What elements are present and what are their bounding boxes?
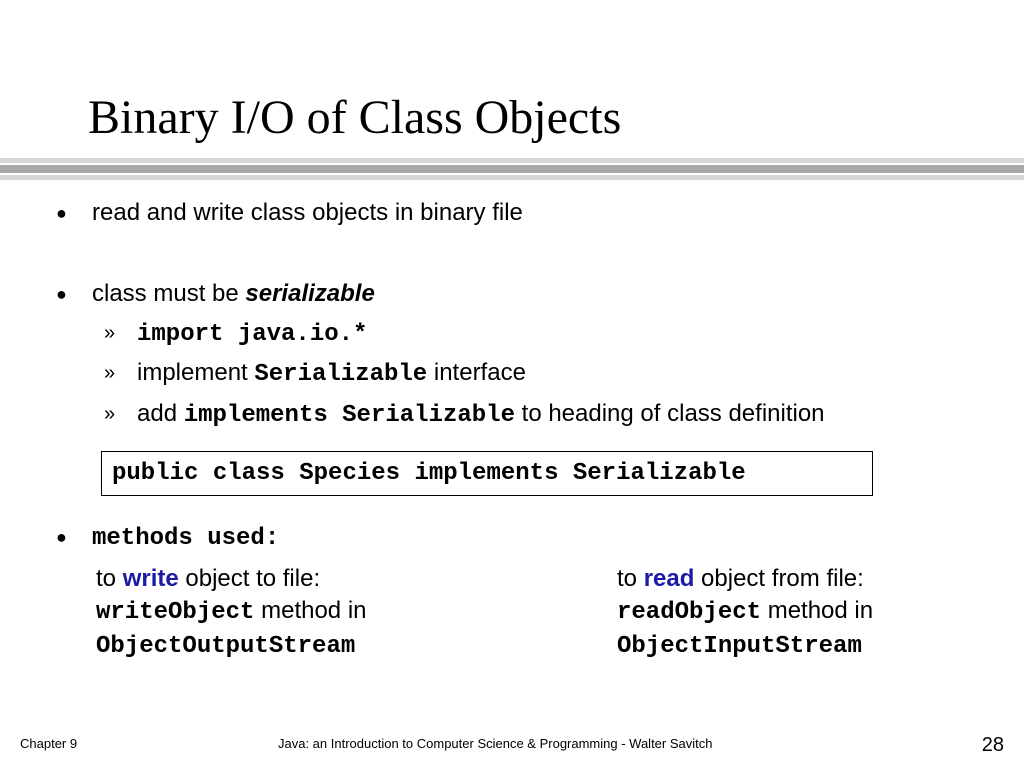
bullet-read-write: read and write class objects in binary file [92, 199, 523, 226]
code-example-box: public class Species implements Serializable [101, 451, 873, 496]
write-method-text: method in [254, 597, 367, 624]
bullet-serializable-prefix: class must be [92, 280, 246, 307]
sub-bullet-icon: » [104, 322, 116, 344]
read-intro [617, 564, 864, 594]
read-intro-text: to [617, 565, 644, 592]
write-intro-text: to [96, 565, 123, 592]
slide-title: Binary I/O of Class Objects [88, 91, 622, 144]
read-intro-text: object from file: [694, 565, 864, 592]
write-method-line [96, 596, 367, 628]
sub-item-text: interface [427, 359, 526, 386]
footer-book-title: Java: an Introduction to Computer Science & Programming - Walter Savitch [278, 736, 713, 751]
objectinputstream-code: ObjectInputStream [617, 633, 862, 660]
sub-item-text: implement [137, 359, 255, 386]
sub-bullet-icon: » [104, 362, 116, 384]
sub-item-text: add [137, 400, 184, 427]
read-stream-line [617, 630, 862, 662]
write-keyword: write [122, 565, 179, 592]
implements-code: implements Serializable [183, 402, 515, 429]
footer-chapter: Chapter 9 [20, 736, 78, 751]
title-divider [0, 158, 1024, 180]
bullet-icon: ● [56, 527, 67, 547]
read-keyword: read [643, 565, 695, 592]
sub-item-text: to heading of class definition [514, 400, 825, 427]
objectoutputstream-code: ObjectOutputStream [96, 633, 356, 660]
write-intro [96, 564, 320, 594]
read-method-text: method in [761, 597, 874, 624]
readobject-code: readObject [617, 599, 762, 626]
sub-item-implement [137, 358, 526, 390]
bullet-methods-used [92, 522, 279, 554]
import-code: import java.io.* [137, 321, 368, 348]
sub-item-import [137, 318, 367, 350]
sub-bullet-icon: » [104, 403, 116, 425]
bullet-serializable [92, 279, 375, 309]
read-method-line [617, 596, 873, 628]
page-number: 28 [981, 734, 1004, 756]
write-stream-line [96, 630, 355, 662]
serializable-code: Serializable [254, 361, 428, 388]
writeobject-code: writeObject [96, 599, 255, 626]
bullet-icon: ● [56, 203, 67, 223]
bullet-icon: ● [56, 284, 67, 304]
sub-item-add [137, 399, 825, 431]
serializable-emphasis: serializable [245, 280, 375, 307]
write-intro-text: object to file: [178, 565, 321, 592]
methods-used-code: methods used: [92, 525, 280, 552]
